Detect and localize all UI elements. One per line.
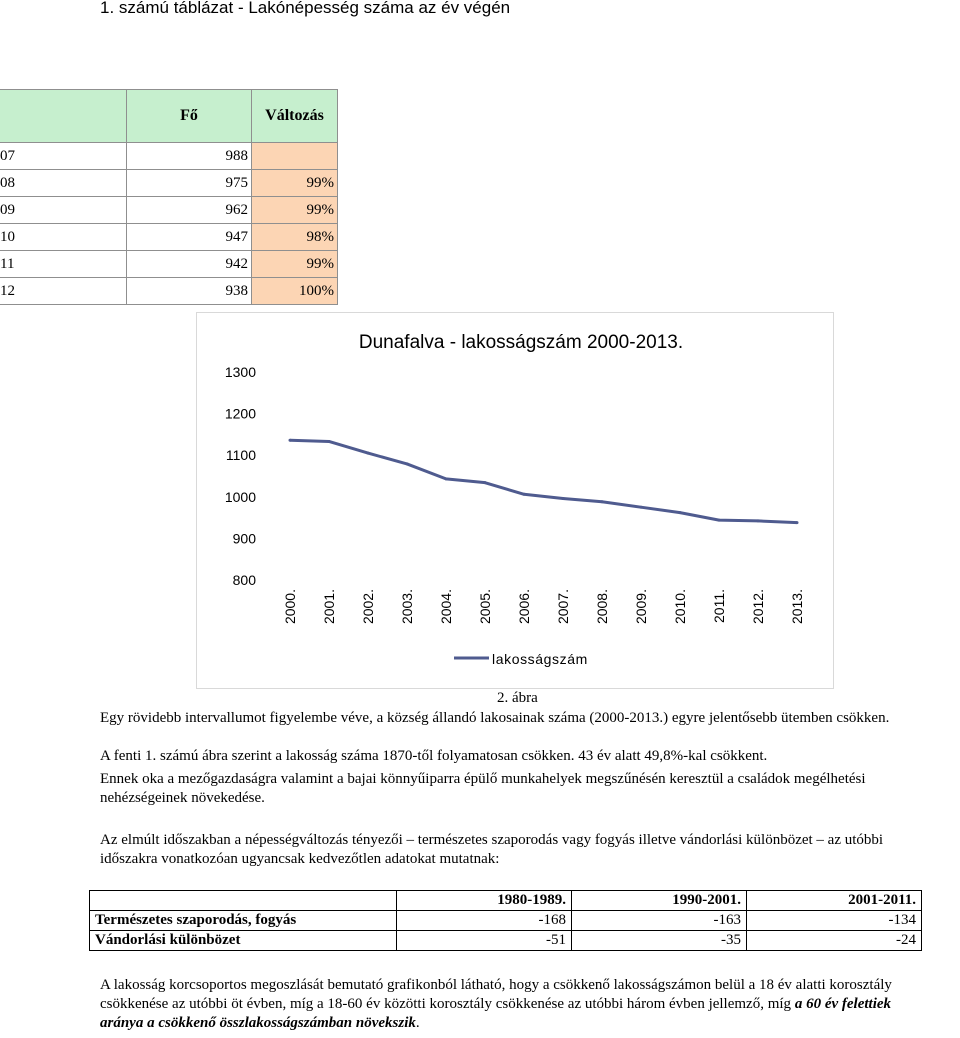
paragraph-5-text: A lakosság korcsoportos megoszlását bemutató grafikonból látható, hogy a csökkenő lakosságszámon belül a 18 év alatti korosztály csökkenése az utóbbi öt évben, míg a 18-60 év közötti korosztály csökkenése az utóbbi három évben jellemző, míg — [100, 977, 892, 1012]
value-cell: -51 — [397, 931, 572, 951]
count-cell: 942 — [127, 251, 252, 278]
count-cell: 947 — [127, 224, 252, 251]
table-row — [0, 197, 338, 224]
data-point — [484, 481, 487, 484]
x-tick-label: 2013. — [789, 589, 805, 625]
year-cell: 11 — [0, 251, 127, 278]
table-row — [0, 143, 338, 170]
value-cell: -35 — [572, 931, 747, 951]
value-cell: -134 — [747, 911, 922, 931]
paragraph-5-end: . — [415, 1015, 420, 1031]
page-title: 1. számú táblázat - Lakónépesség száma az év végén — [100, 0, 511, 17]
change-cell: 99% — [252, 170, 338, 197]
paragraph-4: Az elmúlt időszakban a népességváltozás tényezői – természetes szaporodás vagy fogyás illetve vándorlási különbözet – az utóbbi időszakra vonatkozóan ugyancsak kedvezőtlen adatokat mutatnak: — [100, 832, 884, 867]
x-tick-label: 2010. — [672, 589, 688, 625]
legend-label: lakosságszám — [492, 651, 588, 667]
change-cell: 98% — [252, 224, 338, 251]
table-row — [90, 931, 922, 951]
data-point — [718, 519, 721, 522]
stats-header-empty — [90, 891, 397, 911]
data-point — [367, 452, 370, 455]
data-point — [289, 439, 292, 442]
header-count: Fő — [127, 90, 252, 143]
header-change: Változás — [252, 90, 338, 143]
figure-label: 2. ábra — [497, 690, 538, 706]
year-cell: 07 — [0, 143, 127, 170]
data-point — [601, 500, 604, 503]
y-tick-label: 1200 — [224, 405, 256, 422]
data-point — [406, 462, 409, 465]
x-tick-label: 2008. — [594, 589, 610, 625]
stats-header-period: 1990-2001. — [572, 891, 747, 911]
data-point — [679, 511, 682, 514]
table-row — [0, 170, 338, 197]
data-point — [328, 440, 331, 443]
chart-title: Dunafalva - lakosságszám 2000-2013. — [358, 332, 684, 353]
x-tick-label: 2012. — [750, 589, 766, 625]
x-tick-label: 2011. — [711, 589, 727, 623]
row-label: Természetes szaporodás, fogyás — [90, 911, 397, 931]
stats-header-row — [90, 891, 922, 911]
population-change-table — [89, 890, 922, 951]
series-line — [290, 440, 797, 522]
paragraph-2: A fenti 1. számú ábra szerint a lakosság száma 1870-től folyamatosan csökken. 43 év alatt 49,8%-kal csökkent. — [100, 748, 768, 764]
data-point — [640, 506, 643, 509]
year-cell: 12 — [0, 278, 127, 305]
header-year — [0, 90, 127, 143]
x-tick-label: 2001. — [321, 589, 337, 625]
y-tick-label: 1100 — [225, 447, 256, 464]
x-tick-label: 2005. — [477, 589, 493, 625]
count-cell: 975 — [127, 170, 252, 197]
y-tick-label: 1000 — [224, 488, 256, 505]
x-tick-label: 2009. — [633, 589, 649, 625]
population-table — [0, 89, 338, 305]
paragraph-3: Ennek oka a mezőgazdaságra valamint a bajai könnyűiparra épülő munkahelyek megszűnésén keresztül a családok megélhetési nehézségeinek növekedése. — [100, 771, 866, 806]
x-tick-label: 2007. — [555, 589, 571, 625]
count-cell: 962 — [127, 197, 252, 224]
change-cell: 99% — [252, 251, 338, 278]
count-cell: 938 — [127, 278, 252, 305]
data-point — [562, 497, 565, 500]
x-tick-label: 2006. — [516, 589, 532, 625]
paragraph-1: Egy rövidebb intervallumot figyelembe véve, a község állandó lakosainak száma (2000-2013.) egyre jelentősebb ütemben csökken. — [100, 710, 890, 726]
year-cell: 08 — [0, 170, 127, 197]
count-cell: 988 — [127, 143, 252, 170]
data-point — [757, 519, 760, 522]
table-row — [90, 911, 922, 931]
paragraph-5 — [100, 976, 930, 1033]
value-cell: -24 — [747, 931, 922, 951]
x-tick-label: 2003. — [399, 589, 415, 625]
change-cell: 100% — [252, 278, 338, 305]
row-label: Vándorlási különbözet — [90, 931, 397, 951]
population-line-chart — [196, 312, 836, 690]
table-row — [0, 224, 338, 251]
y-tick-label: 1300 — [224, 364, 256, 380]
value-cell: -163 — [572, 911, 747, 931]
y-tick-label: 800 — [232, 572, 256, 588]
value-cell: -168 — [397, 911, 572, 931]
stats-header-period: 1980-1989. — [397, 891, 572, 911]
data-point — [796, 521, 799, 524]
stats-header-period: 2001-2011. — [747, 891, 922, 911]
y-tick-label: 900 — [232, 530, 256, 547]
x-tick-label: 2002. — [360, 589, 376, 625]
year-cell: 10 — [0, 224, 127, 251]
data-point — [523, 493, 526, 496]
x-tick-label: 2004. — [438, 589, 454, 625]
data-point — [445, 477, 448, 480]
change-cell — [252, 143, 338, 170]
year-cell: 09 — [0, 197, 127, 224]
population-table-header — [0, 90, 338, 143]
x-tick-label: 2000. — [282, 589, 298, 625]
paragraph-5-emphasis: a 60 év felettiek aránya a csökkenő összlakosságszámban növekszik — [100, 996, 892, 1031]
table-row — [0, 251, 338, 278]
change-cell: 99% — [252, 197, 338, 224]
table-row — [0, 278, 338, 305]
